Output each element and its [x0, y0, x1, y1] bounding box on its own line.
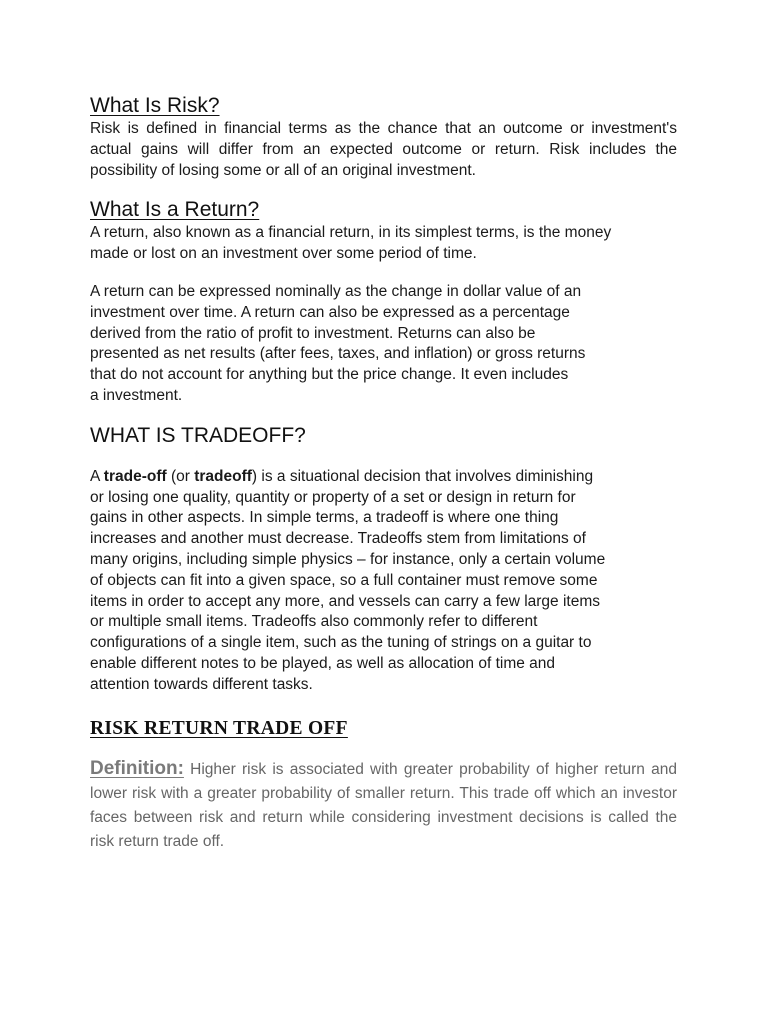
text-line: configurations of a single item, such as the tuning of strings on a guitar to — [90, 634, 592, 652]
text-line: presented as net results (after fees, taxes, and inflation) or gross returns — [90, 345, 586, 363]
text-line: gains in other aspects. In simple terms, a tradeoff is where one thing — [90, 509, 559, 527]
text-fragment: (or — [166, 467, 195, 485]
paragraph-return-definition: A return, also known as a financial return, in its simplest terms, is the money made or lost on an investment over some period of time. — [90, 224, 612, 263]
paragraph-return-expression — [90, 282, 677, 407]
text-line: items in order to accept any more, and vessels can carry a few large items — [90, 592, 600, 610]
paragraph-risk-definition: Risk is defined in financial terms as the chance that an outcome or investment's actual gains will differ from an expected outcome or return. Risk includes the possibility of losing some or all of an original investment. — [90, 120, 677, 179]
text-fragment: A — [90, 467, 104, 485]
definition-text: Higher risk is associated with greater probability of higher return and lower risk with a greater probability of smaller return. This trade off which an investor faces between risk and return while considering investment decisions is called the risk return trade off. — [90, 760, 677, 850]
text-line: a investment. — [90, 386, 183, 404]
text-line — [90, 467, 677, 488]
paragraph-risk-return-definition — [90, 757, 677, 854]
text-line: increases and another must decrease. Tradeoffs stem from limitations of — [90, 530, 586, 548]
text-line: or multiple small items. Tradeoffs also commonly refer to different — [90, 613, 538, 631]
text-fragment: ) is a situational decision that involves diminishing — [251, 467, 594, 485]
heading-what-is-a-return: What Is a Return? — [90, 198, 260, 222]
text-line: investment over time. A return can also be expressed as a percentage — [90, 303, 570, 321]
text-line: A return can be expressed nominally as the change in dollar value of an — [90, 282, 582, 300]
heading-what-is-tradeoff: WHAT IS TRADEOFF? — [90, 423, 306, 447]
text-line: derived from the ratio of profit to investment. Returns can also be — [90, 324, 536, 342]
document-page — [90, 92, 677, 854]
heading-risk-return-trade-off: RISK RETURN TRADE OFF — [90, 717, 348, 739]
text-line: of objects can fit into a given space, so a full container must remove some — [90, 571, 598, 589]
term-tradeoff: tradeoff — [194, 467, 252, 485]
text-line: or losing one quality, quantity or property of a set or design in return for — [90, 488, 576, 506]
definition-label: Definition: — [90, 757, 184, 779]
text-line: many origins, including simple physics – for instance, only a certain volume — [90, 550, 606, 568]
heading-what-is-risk: What Is Risk? — [90, 94, 220, 117]
text-line: enable different notes to be played, as well as allocation of time and — [90, 654, 556, 672]
text-line: attention towards different tasks. — [90, 675, 313, 693]
text-line: that do not account for anything but the price change. It even includes — [90, 366, 569, 384]
term-trade-off: trade-off — [103, 467, 167, 485]
paragraph-tradeoff-definition — [90, 467, 677, 696]
